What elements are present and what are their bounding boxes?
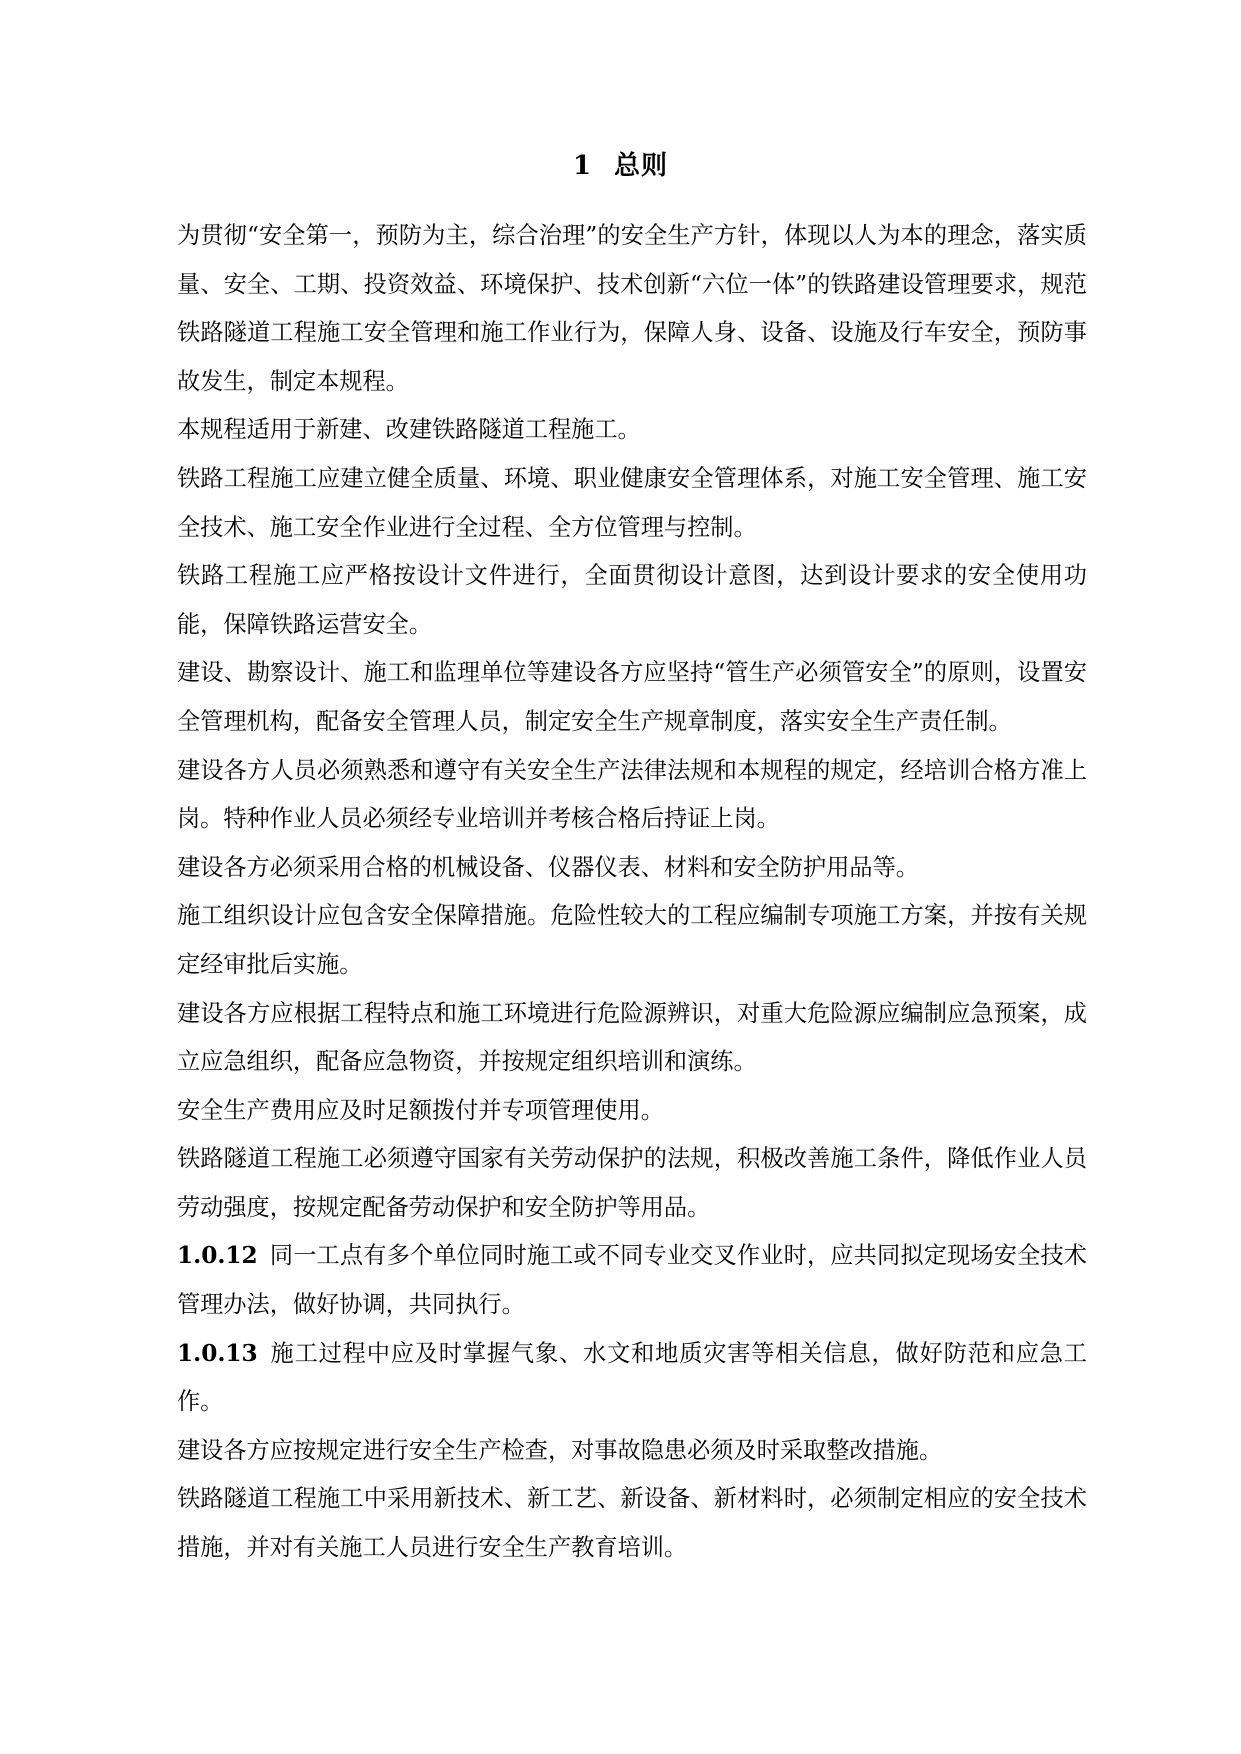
paragraph-text: 铁路隧道工程施工必须遵守国家有关劳动保护的法规，积极改善施工条件，降低作业人员劳动强度，按规定配备劳动保护和安全防护等用品。 bbox=[177, 1145, 1087, 1221]
chapter-number: 1 bbox=[572, 151, 593, 181]
paragraph-text: 建设各方必须采用合格的机械设备、仪器仪表、材料和安全防护用品等。 bbox=[177, 853, 919, 881]
paragraph bbox=[177, 212, 1087, 406]
clause-number: 1.0.13 bbox=[177, 1339, 258, 1367]
paragraph bbox=[177, 1475, 1087, 1572]
paragraph-text: 铁路工程施工应建立健全质量、环境、职业健康安全管理体系，对施工安全管理、施工安全技术、施工安全作业进行全过程、全方位管理与控制。 bbox=[177, 464, 1087, 541]
paragraph-text: 施工过程中应及时掌握气象、水文和地质灾害等相关信息，做好防范和应急工作。 bbox=[177, 1339, 1087, 1416]
paragraph bbox=[177, 406, 1087, 455]
paragraph-text: 本规程适用于新建、改建铁路隧道工程施工。 bbox=[177, 416, 641, 444]
paragraph bbox=[177, 844, 1087, 893]
paragraph-text: 建设、勘察设计、施工和监理单位等建设各方应坚持“管生产必须管安全”的原则，设置安全管理机构，配备安全管理人员，制定安全生产规章制度，落实安全生产责任制。 bbox=[177, 659, 1087, 735]
clause-paragraph bbox=[177, 1330, 1087, 1427]
paragraph-text: 建设各方应根据工程特点和施工环境进行危险源辨识，对重大危险源应编制应急预案，成立应急组织，配备应急物资，并按规定组织培训和演练。 bbox=[177, 999, 1087, 1076]
paragraph bbox=[177, 1427, 1087, 1476]
paragraph bbox=[177, 1135, 1087, 1232]
paragraph-text: 同一工点有多个单位同时施工或不同专业交叉作业时，应共同拟定现场安全技术管理办法，做好协调，共同执行。 bbox=[177, 1242, 1087, 1319]
paragraph bbox=[177, 990, 1087, 1087]
paragraph bbox=[177, 649, 1087, 746]
paragraph-text: 建设各方人员必须熟悉和遵守有关安全生产法律法规和本规程的规定，经培训合格方准上岗。特种作业人员必须经专业培训并考核合格后持证上岗。 bbox=[177, 756, 1087, 833]
paragraph-text: 铁路隧道工程施工中采用新技术、新工艺、新设备、新材料时，必须制定相应的安全技术措施，并对有关施工人员进行安全生产教育培训。 bbox=[177, 1485, 1087, 1562]
paragraph bbox=[177, 552, 1087, 649]
chapter-body bbox=[177, 212, 1087, 1573]
paragraph-text: 建设各方应按规定进行安全生产检查，对事故隐患必须及时采取整改措施。 bbox=[177, 1436, 943, 1464]
clause-paragraph bbox=[177, 1232, 1087, 1329]
paragraph-text: 安全生产费用应及时足额拨付并专项管理使用。 bbox=[177, 1096, 664, 1124]
paragraph-text: 施工组织设计应包含安全保障措施。危险性较大的工程应编制专项施工方案，并按有关规定经审批后实施。 bbox=[177, 902, 1087, 978]
clause-number: 1.0.12 bbox=[177, 1242, 258, 1270]
paragraph bbox=[177, 747, 1087, 844]
chapter-title: 总则 bbox=[614, 151, 669, 181]
paragraph bbox=[177, 455, 1087, 552]
paragraph-text: 铁路工程施工应严格按设计文件进行，全面贯彻设计意图，达到设计要求的安全使用功能，保障铁路运营安全。 bbox=[177, 562, 1087, 638]
paragraph-text: 为贯彻“安全第一，预防为主，综合治理”的安全生产方针，体现以人为本的理念，落实质量、安全、工期、投资效益、环境保护、技术创新“六位一体”的铁路建设管理要求，规范铁路隧道工程施工安全管理和施工作业行为，保障人身、设备、设施及行车安全，预防事故发生，制定本规程。 bbox=[177, 222, 1087, 395]
chapter-heading bbox=[0, 146, 1241, 186]
paragraph bbox=[177, 892, 1087, 989]
paragraph bbox=[177, 1087, 1087, 1136]
